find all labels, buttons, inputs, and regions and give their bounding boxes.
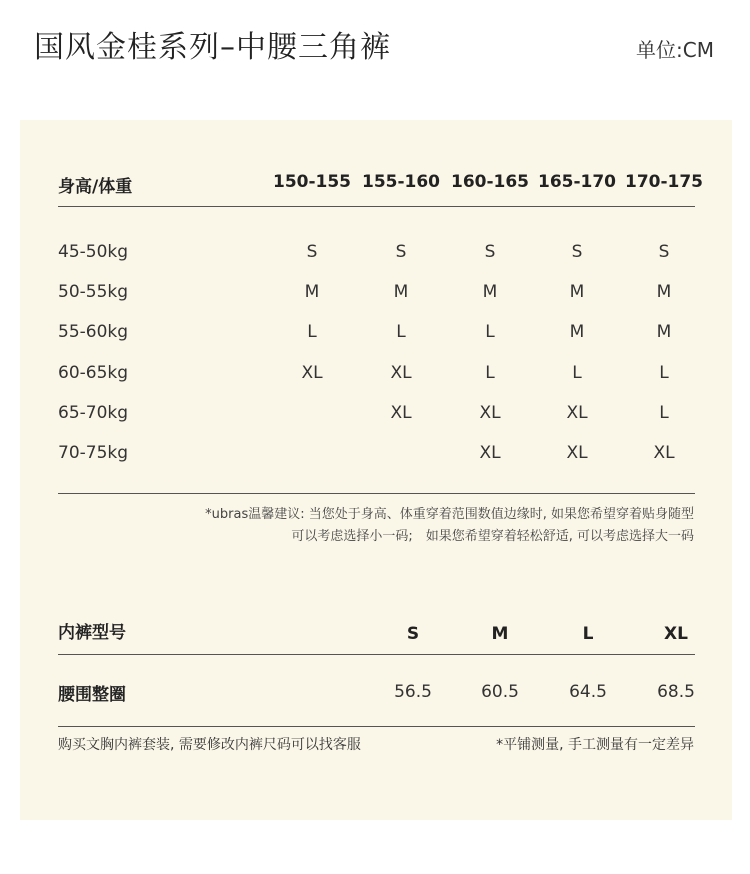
measure-size-header: M xyxy=(491,624,509,644)
corner-header: 身高/体重 xyxy=(58,177,133,197)
size-cell: M xyxy=(304,282,320,302)
weight-label: 45-50kg xyxy=(58,242,129,262)
divider xyxy=(58,206,695,207)
size-cell: L xyxy=(485,322,495,342)
size-cell: XL xyxy=(390,403,412,423)
weight-label: 70-75kg xyxy=(58,443,129,463)
waist-label: 腰围整圈 xyxy=(58,685,126,705)
size-cell: XL xyxy=(566,443,588,463)
size-cell: M xyxy=(656,322,672,342)
divider xyxy=(58,493,695,494)
size-cell: L xyxy=(659,403,669,423)
measure-size-header: S xyxy=(406,624,420,644)
size-cell: M xyxy=(393,282,409,302)
waist-value: 68.5 xyxy=(657,682,695,702)
tip-line-1: *ubras温馨建议: 当您处于身高、体重穿着范围数值边缘时, 如果您希望穿着贴身随型 xyxy=(205,507,694,522)
height-header: 170-175 xyxy=(624,172,704,192)
size-cell: XL xyxy=(479,403,501,423)
waist-value: 56.5 xyxy=(394,682,432,702)
tip-line-2: 可以考虑选择小一码; 如果您希望穿着轻松舒适, 可以考虑选择大一码 xyxy=(291,529,694,544)
divider xyxy=(58,726,695,727)
weight-label: 65-70kg xyxy=(58,403,129,423)
size-cell: S xyxy=(395,242,407,262)
divider xyxy=(58,654,695,655)
size-cell: S xyxy=(658,242,670,262)
measure-size-header: L xyxy=(582,624,594,644)
weight-label: 50-55kg xyxy=(58,282,129,302)
size-cell: M xyxy=(569,322,585,342)
size-cell: S xyxy=(306,242,318,262)
size-cell: M xyxy=(569,282,585,302)
size-cell: S xyxy=(571,242,583,262)
size-cell: L xyxy=(659,363,669,383)
weight-label: 60-65kg xyxy=(58,363,129,383)
height-header: 160-165 xyxy=(450,172,530,192)
size-cell: XL xyxy=(301,363,323,383)
size-cell: M xyxy=(656,282,672,302)
waist-value: 64.5 xyxy=(569,682,607,702)
size-cell: L xyxy=(572,363,582,383)
height-header: 165-170 xyxy=(537,172,617,192)
size-cell: M xyxy=(482,282,498,302)
weight-label: 55-60kg xyxy=(58,322,129,342)
size-panel xyxy=(20,120,732,820)
size-cell: S xyxy=(484,242,496,262)
unit-label: 单位:CM xyxy=(636,38,714,62)
height-header: 150-155 xyxy=(272,172,352,192)
size-cell: L xyxy=(396,322,406,342)
waist-value: 60.5 xyxy=(481,682,519,702)
size-cell: XL xyxy=(653,443,675,463)
size-cell: XL xyxy=(566,403,588,423)
size-cell: XL xyxy=(390,363,412,383)
footer-right-note: *平铺测量, 手工测量有一定差异 xyxy=(496,737,694,753)
height-header: 155-160 xyxy=(361,172,441,192)
measure-size-header: XL xyxy=(664,624,688,644)
page-title: 国风金桂系列–中腰三角裤 xyxy=(34,30,391,65)
measure-header-label: 内裤型号 xyxy=(58,623,126,643)
size-cell: XL xyxy=(479,443,501,463)
footer-left-note: 购买文胸内裤套装, 需要修改内裤尺码可以找客服 xyxy=(58,737,361,753)
size-cell: L xyxy=(485,363,495,383)
size-cell: L xyxy=(307,322,317,342)
